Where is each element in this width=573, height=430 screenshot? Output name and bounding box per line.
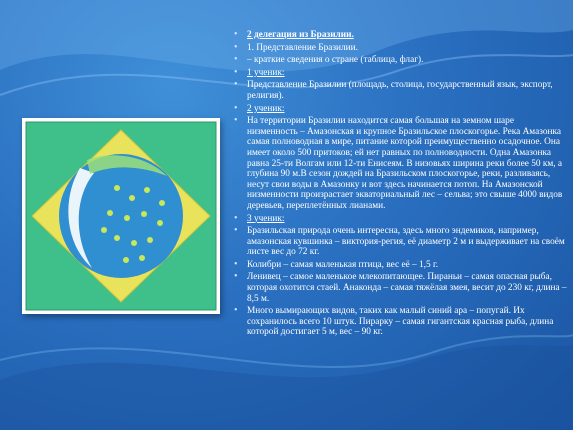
list-item: • Бразильская природа очень интересна, здесь много эндемиков, например, амазонская кувшинка – виктория-регия, её диаметр 2 м и выдерживает на своём листе вес до 72 кг. [232, 226, 567, 258]
list-item: • – краткие сведения о стране (таблица, флаг). [232, 55, 567, 66]
brazil-flag-drawing [22, 118, 220, 314]
list-item: • 3 ученик: [232, 214, 567, 225]
list-item: • Представление Бразилии (площадь, столица, государственный язык, экспорт, религия). [232, 80, 567, 101]
list-item: • На территории Бразилии находится самая большая на земном шаре низменность – Амазонская и крупное Бразильское плоскогорье. Река Амазонка самая полноводная в мире, питание которой преимущественно осадочное. Она имеет около 500 притоков; ей нет равных по полноводности. Одна Амазонка равна 25-ти Волгам или 12-ти Енисеям. В низовьях ширина реки более 50 км, а глубина 90 м.В сезон дождей на Бразильском плоскогорье, реки, разливаясь, несут свои воды в Амазонку и вот здесь начинается потоп. На Амазонской низменности произрастает экваториальный лес – сельва; это свыше 4000 видов деревьев, переплетённых лианами. [232, 116, 567, 211]
list-item: • 2 делегация из Бразилии. [232, 30, 567, 41]
list-item: • 1 ученик: [232, 68, 567, 79]
list-item: • Колибри – самая маленькая птица, вес её – 1,5 г. [232, 260, 567, 271]
list-item: • Много вымирающих видов, таких как малый синий ара – попугай. Их сохранилось всего 10 штук. Пирарку – самая гигантская красная рыба, длина которой достигает 5 м, вес – 90 кг. [232, 306, 567, 338]
list-item: • Ленивец – самое маленькое млекопитающее. Пираньи – самая опасная рыба, которая охотится стаей. Анаконда – самая тяжёлая змея, весит до 230 кг, длина – 8,5 м. [232, 272, 567, 304]
list-item: • 2 ученик: [232, 104, 567, 115]
list-item: • 1. Представление Бразилии. [232, 43, 567, 54]
brazil-flag-icon [22, 118, 220, 314]
slide-text-list [232, 30, 567, 340]
